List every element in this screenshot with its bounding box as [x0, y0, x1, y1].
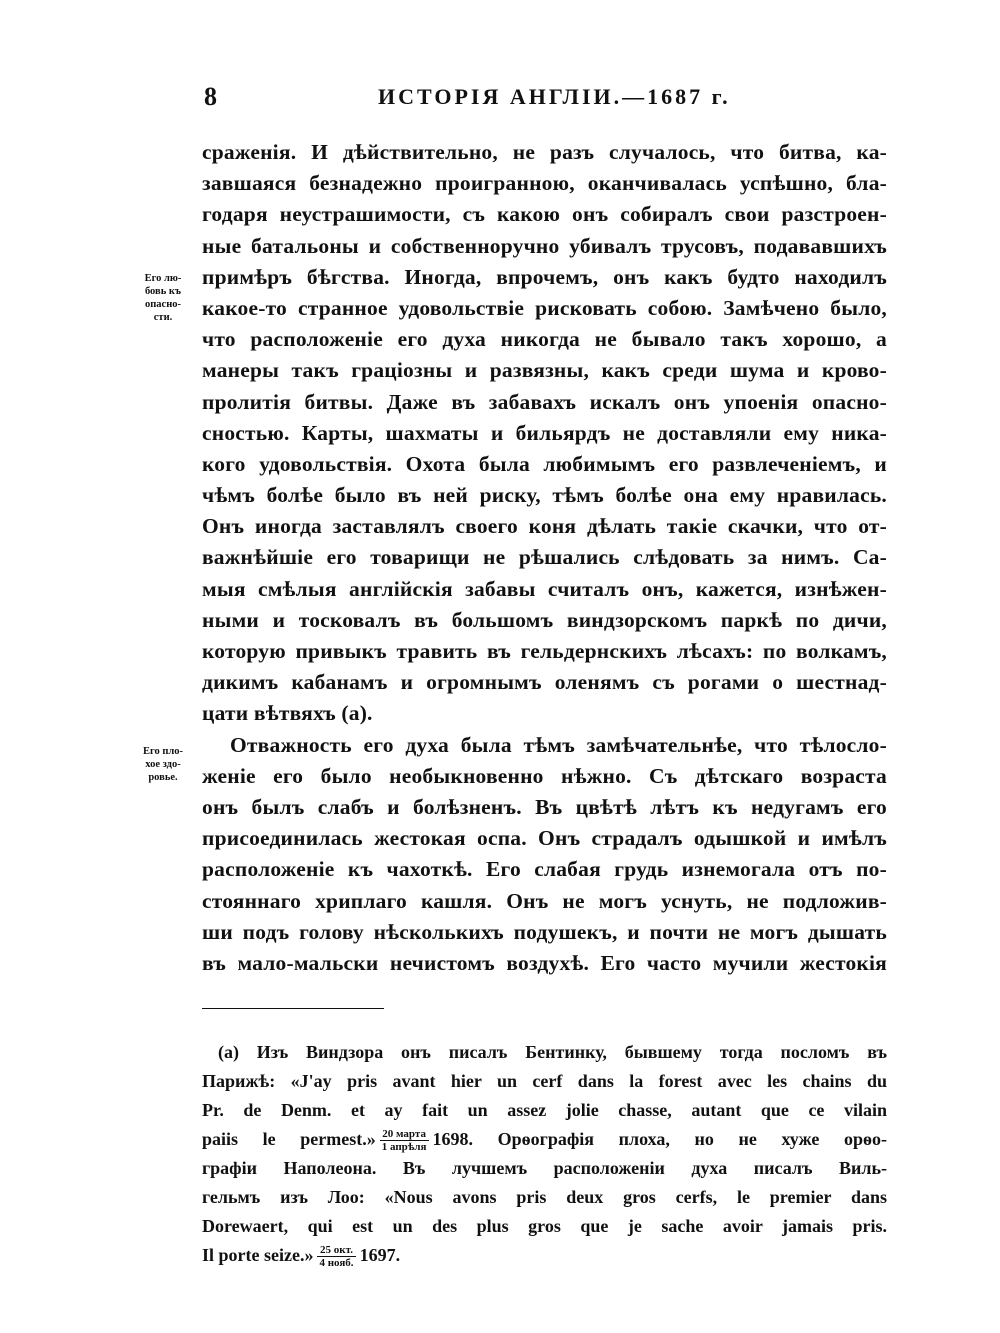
text-line: манеры такъ граціозны и развязны, какъ среди шума и крово-	[202, 358, 887, 383]
text-line: мыя смѣлыя англійскія забавы считалъ онъ, кажется, изнѣжен-	[202, 576, 887, 601]
text-line: кого удовольствія. Охота была любимымъ его развлеченіемъ, и	[202, 451, 887, 476]
footnote-text: Il porte seize.»	[202, 1245, 314, 1265]
text-line: цати вѣтвяхъ (a).	[202, 701, 373, 726]
footnote-text: 1697.	[359, 1245, 401, 1265]
text-line: важнѣйшіе его товарищи не рѣшались слѣдовать за нимъ. Са-	[202, 545, 887, 570]
text-line: сраженія. И дѣйствительно, не разъ случалось, что битва, ка-	[202, 140, 887, 164]
fraction-numerator: 20 марта	[380, 1128, 429, 1141]
footnote-line-with-date	[202, 1241, 887, 1270]
page-header	[200, 82, 731, 116]
text-line: ные батальоны и собственноручно убивалъ трусовъ, подававшихъ	[202, 233, 887, 258]
footnote-line: графіи Наполеона. Въ лучшемъ расположеніи духа писалъ Виль-	[202, 1158, 887, 1178]
text-line: стояннаго хриплаго кашля. Онъ не могъ уснуть, не подложив-	[202, 888, 887, 913]
text-line: Отважность его духа была тѣмъ замѣчательнѣе, что тѣлосло-	[230, 732, 887, 757]
text-line: ными и тосковалъ въ большомъ виндзорскомъ паркѣ по дичи,	[202, 607, 887, 632]
footnote-line: гельмъ изъ Лоо: «Nous avons pris deux gros cerfs, le premier dans	[202, 1187, 887, 1207]
footnote-rule	[202, 1008, 384, 1009]
text-line: женіе его было необыкновенно нѣжно. Съ дѣтскаго возраста	[202, 763, 887, 788]
margin-note-love-of-danger	[128, 272, 198, 324]
text-line: Онъ иногда заставлялъ своего коня дѣлать такіе скачки, что от-	[202, 514, 887, 539]
footnote-line: Pr. de Denm. et ay fait un assez jolie chasse, autant que ce vilain	[202, 1100, 887, 1120]
fraction-denominator: 1 апрѣля	[381, 1141, 427, 1154]
text-line: пролитія битвы. Даже въ забавахъ искалъ онъ упоенія опасно-	[202, 389, 887, 414]
footnote-line: Парижѣ: «J'ay pris avant hier un cerf dans la forest avec les chains du	[202, 1071, 887, 1091]
margin-note-text: Его лю- бовь къ опасно- сти.	[144, 273, 182, 323]
footnote	[202, 1038, 887, 1270]
text-line: какое-то странное удовольствіе рисковать собою. Замѣчено было,	[202, 295, 887, 320]
body-text	[202, 137, 887, 979]
text-line: завшаяся безнадежно проигранною, оканчивалась успѣшно, бла-	[202, 171, 887, 196]
text-line: онъ былъ слабъ и болѣзненъ. Въ цвѣтѣ лѣтъ къ недугамъ его	[202, 794, 887, 819]
text-line: сностью. Карты, шахматы и бильярдъ не доставляли ему ника-	[202, 420, 887, 445]
margin-note-poor-health	[128, 745, 198, 784]
text-line: примѣръ бѣгства. Иногда, впрочемъ, онъ какъ будто находилъ	[202, 264, 887, 289]
page-number: 8	[204, 82, 217, 111]
date-fraction	[380, 1128, 429, 1153]
footnote-text: 1698. Орѳографія плоха, но не хуже орѳо-	[432, 1129, 887, 1149]
text-line: присоединилась жестокая оспа. Онъ страдалъ одышкой и имѣлъ	[202, 826, 887, 851]
date-fraction	[317, 1244, 355, 1269]
text-line: дикимъ кабанамъ и огромнымъ оленямъ съ рогами о шестнад-	[202, 670, 887, 695]
text-line: чѣмъ болѣе было въ ней риску, тѣмъ болѣе она ему нравилась.	[202, 483, 887, 508]
text-line: годаря неустрашимости, съ какою онъ собиралъ свои разстроен-	[202, 202, 887, 227]
text-line: ши подъ голову нѣсколькихъ подушекъ, и почти не могъ дышать	[202, 919, 887, 944]
margin-note-text: Его пло- хое здо- ровье.	[142, 746, 184, 783]
fraction-denominator: 4 нояб.	[319, 1257, 354, 1270]
text-line: въ мало-мальски нечистомъ воздухѣ. Его часто мучили жестокія	[202, 950, 887, 975]
footnote-line-with-date	[202, 1125, 887, 1154]
footnote-line: (a) Изъ Виндзора онъ писалъ Бентинку, бывшему тогда посломъ въ	[218, 1042, 887, 1062]
footnote-text: paiis le permest.»	[202, 1129, 376, 1149]
running-title: ИСТОРІЯ АНГЛІИ.—1687 г.	[378, 84, 731, 109]
fraction-numerator: 25 окт.	[317, 1244, 355, 1257]
footnote-line: Dorewaert, qui est un des plus gros que je sache avoir jamais pris.	[202, 1216, 887, 1236]
text-line: что расположеніе его духа никогда не бывало такъ хорошо, а	[202, 327, 887, 352]
text-line: которую привыкъ травить въ гельдернскихъ лѣсахъ: по волкамъ,	[202, 639, 887, 663]
text-line: расположеніе къ чахоткѣ. Его слабая грудь изнемогала отъ по-	[202, 857, 887, 882]
